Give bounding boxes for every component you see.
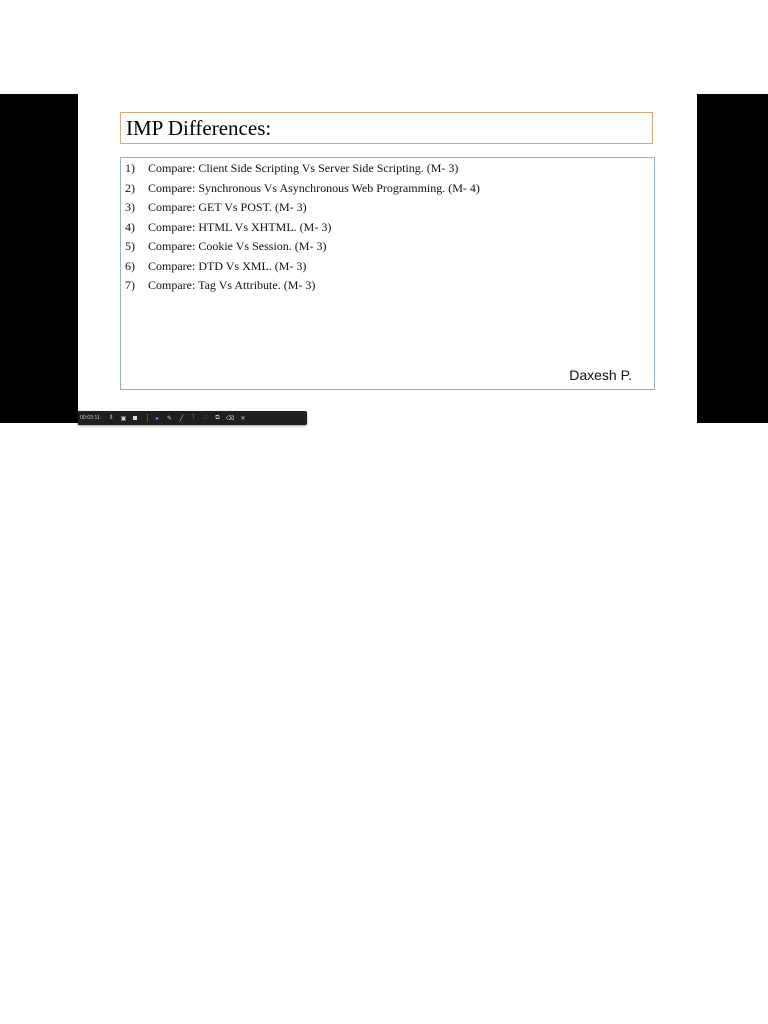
highlighter-tool-button[interactable] — [178, 413, 185, 423]
shape-tool-button[interactable] — [202, 413, 209, 423]
pointer-tool-button[interactable] — [154, 413, 161, 423]
list-item-number: 2) — [125, 180, 135, 195]
list-item-text: Compare: GET Vs POST. (M- 3) — [148, 200, 307, 215]
recording-timer: 00:03:11 — [80, 415, 100, 421]
slide-author: Daxesh P. — [569, 367, 632, 383]
slide-content-box — [120, 157, 655, 390]
comparison-list — [125, 159, 480, 296]
pen-tool-button[interactable] — [166, 413, 173, 423]
list-item-number: 7) — [125, 278, 135, 293]
stop-button[interactable] — [132, 413, 139, 423]
list-item — [125, 179, 480, 199]
list-item-number: 5) — [125, 239, 135, 254]
list-item — [125, 257, 480, 277]
text-icon: T — [191, 415, 196, 421]
close-toolbar-button[interactable] — [239, 413, 246, 423]
stop-icon — [133, 416, 137, 420]
slide-title: IMP Differences: — [126, 116, 272, 140]
list-item-text: Compare: Tag Vs Attribute. (M- 3) — [148, 278, 316, 293]
pause-icon: ‖ — [110, 415, 113, 421]
copy-button[interactable] — [214, 413, 221, 423]
highlighter-icon: ╱ — [179, 415, 184, 422]
list-item — [125, 198, 480, 218]
list-item — [125, 159, 480, 179]
screen-recorder-toolbar — [78, 411, 307, 425]
camera-icon: ▣ — [120, 415, 127, 422]
slide-title-box — [120, 112, 653, 144]
camera-button[interactable] — [120, 413, 127, 423]
copy-icon: ⧉ — [215, 414, 220, 421]
list-item-number: 3) — [125, 200, 135, 215]
list-item — [125, 237, 480, 257]
eraser-button[interactable] — [226, 413, 234, 423]
text-tool-button[interactable] — [190, 413, 197, 423]
list-item — [125, 218, 480, 238]
list-item — [125, 276, 480, 296]
toolbar-divider — [147, 414, 148, 422]
list-item-number: 6) — [125, 258, 135, 273]
shape-icon: □ — [203, 415, 208, 421]
close-icon: ✕ — [240, 415, 246, 422]
pause-button[interactable] — [108, 413, 115, 423]
list-item-number: 4) — [125, 219, 135, 234]
list-item-text: Compare: DTD Vs XML. (M- 3) — [148, 258, 307, 273]
pen-icon: ✎ — [166, 415, 172, 422]
list-item-text: Compare: HTML Vs XHTML. (M- 3) — [148, 219, 332, 234]
list-item-text: Compare: Client Side Scripting Vs Server Side Scripting. (M- 3) — [148, 161, 459, 176]
list-item-text: Compare: Synchronous Vs Asynchronous Web Programming. (M- 4) — [148, 180, 480, 195]
list-item-text: Compare: Cookie Vs Session. (M- 3) — [148, 239, 327, 254]
list-item-number: 1) — [125, 161, 135, 176]
pointer-icon: ▸ — [155, 415, 159, 422]
eraser-icon: ⌫ — [225, 415, 235, 422]
